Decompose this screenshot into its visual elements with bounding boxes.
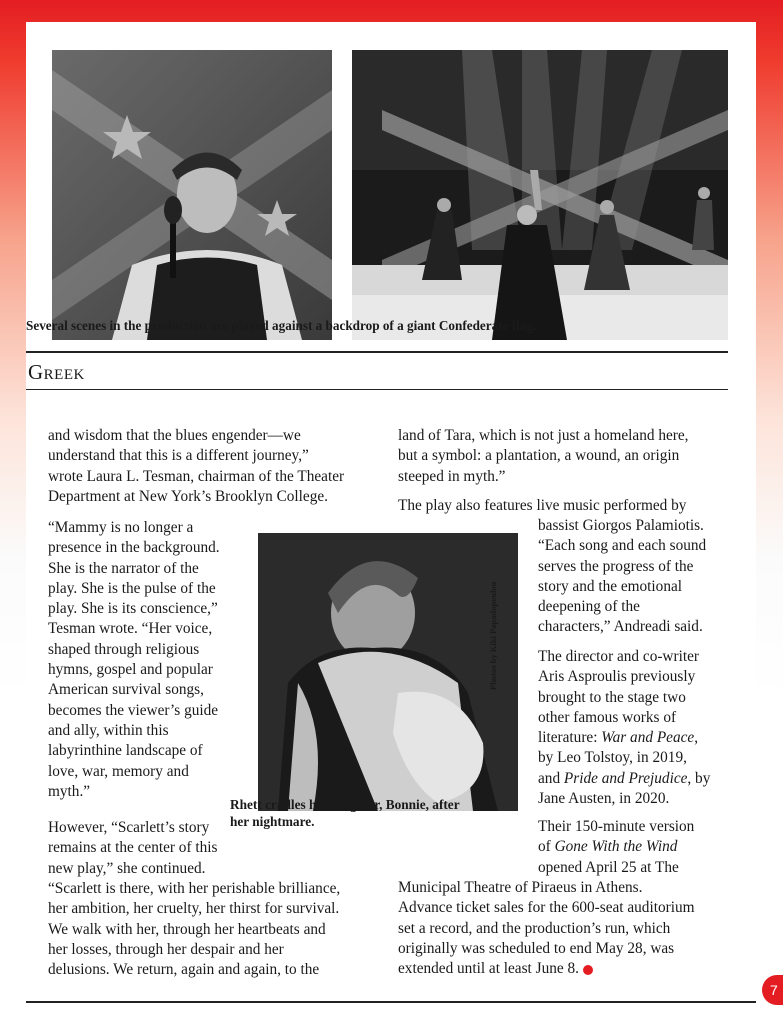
text-line: wrote Laura L. Tesman, chairman of the Theater (48, 467, 345, 485)
text-line: opened April 25 at The (538, 858, 679, 876)
text-line (538, 769, 710, 789)
text-line: Tesman wrote. “Her voice, (48, 620, 213, 638)
text-line: but a symbol: a plantation, a wound, an origin (398, 447, 680, 465)
text-line (538, 837, 694, 857)
photo-stage-ensemble (352, 50, 728, 340)
text-line: The director and co-writer (538, 648, 699, 665)
text-fragment: , by (687, 769, 711, 787)
text-line: Department at New York’s Brooklyn College. (48, 487, 328, 505)
text-fragment: and (538, 769, 564, 787)
right-column-music-first (398, 496, 686, 516)
text-line: However, “Scarlett’s story (48, 819, 210, 836)
text-line (398, 959, 695, 979)
text-line: She is the narrator of the (48, 559, 199, 577)
book-title: Pride and Prejudice (563, 769, 688, 787)
page-number-tab: 7 (762, 975, 783, 1005)
photo-credit: Photos by Kiki Papadopoulou (488, 581, 498, 690)
left-column-intro (48, 426, 344, 507)
text-line: Jane Austen, in 2020. (538, 790, 670, 808)
section-rule-bottom (26, 389, 728, 390)
text-line: American survival songs, (48, 681, 204, 699)
text-line: her ambition, her cruelty, her thirst for survival. (48, 900, 340, 918)
text-line: steeped in myth.” (398, 467, 506, 485)
text-line: myth.” (48, 782, 91, 800)
text-line: Advance ticket sales for the 600-seat auditorium (398, 899, 695, 917)
text-line: labyrinthine landscape of (48, 742, 203, 760)
section-rule-top (26, 351, 728, 353)
left-column-quote (48, 518, 220, 802)
text-fragment: extended until at least June 8. (398, 960, 579, 978)
text-line: We walk with her, through her heartbeats and (48, 920, 326, 938)
text-line: by Leo Tolstoy, in 2019, (538, 749, 687, 767)
text-line: new play,” she continued. (48, 859, 206, 877)
text-line: love, war, memory and (48, 762, 189, 780)
text-line (538, 728, 710, 748)
text-fragment: of (538, 838, 555, 856)
book-title: War and Peace (601, 729, 695, 747)
photo-rhett-cradles-bonnie (258, 533, 518, 811)
right-column-bottom (398, 878, 695, 979)
text-line: and ally, within this (48, 721, 169, 739)
top-photo-caption: Several scenes in the production are played against a backdrop of a giant Confederate flag. (26, 318, 537, 333)
text-line: delusions. We return, again and again, to the (48, 961, 320, 979)
text-fragment: , (694, 729, 699, 747)
text-line: play. She is its conscience,” (48, 600, 218, 618)
text-line: shaped through religious (48, 640, 200, 658)
end-of-article-dot-icon (583, 965, 593, 975)
right-column-director (538, 647, 710, 809)
text-line: understand that this is a different journey,” (48, 447, 309, 465)
text-line: land of Tara, which is not just a homeland here, (398, 427, 689, 444)
text-line: Aris Asproulis previously (538, 668, 696, 686)
caption-line: her nightmare. (230, 814, 315, 829)
text-line: bassist Giorgos Palamiotis. (538, 517, 704, 534)
photo-singer-at-microphone (52, 50, 332, 340)
text-line: her losses, through her despair and her (48, 940, 284, 958)
text-line: Municipal Theatre of Piraeus in Athens. (398, 879, 643, 896)
text-line: and wisdom that the blues engender—we (48, 427, 301, 444)
right-column-music (538, 516, 706, 638)
text-line: “Each song and each sound (538, 537, 707, 555)
right-column-version (538, 817, 694, 878)
caption-line: Rhett cradles his daughter, Bonnie, after (230, 797, 460, 812)
text-line: “Scarlett is there, with her perishable brilliance, (48, 880, 341, 897)
text-line: play. She is the pulse of the (48, 579, 216, 597)
text-line: deepening of the (538, 598, 640, 616)
left-column-however (48, 818, 217, 879)
text-line: set a record, and the production’s run, which (398, 919, 671, 937)
text-line: “Mammy is no longer a (48, 519, 194, 536)
text-line: other famous works of (538, 708, 677, 726)
text-line: presence in the background. (48, 539, 220, 557)
text-line: becomes the viewer’s guide (48, 701, 219, 719)
text-fragment: literature: (538, 729, 602, 747)
text-line: originally was scheduled to end May 28, was (398, 939, 675, 957)
left-column-scarlett (48, 879, 340, 980)
text-line: characters,” Andreadi said. (538, 618, 703, 636)
right-column-tara (398, 426, 688, 487)
book-title: Gone With the Wind (554, 838, 678, 856)
section-title: Greek (28, 360, 85, 384)
text-line: Their 150-minute version (538, 818, 695, 835)
text-line: The play also features live music performed by (398, 497, 687, 514)
text-line: remains at the center of this (48, 839, 218, 857)
text-line: hymns, gospel and popular (48, 661, 213, 679)
text-line: brought to the stage two (538, 688, 686, 706)
text-line: serves the progress of the (538, 557, 694, 575)
middle-photo-caption (230, 796, 500, 830)
page-bottom-rule (26, 1001, 756, 1003)
text-line: story and the emotional (538, 577, 683, 595)
